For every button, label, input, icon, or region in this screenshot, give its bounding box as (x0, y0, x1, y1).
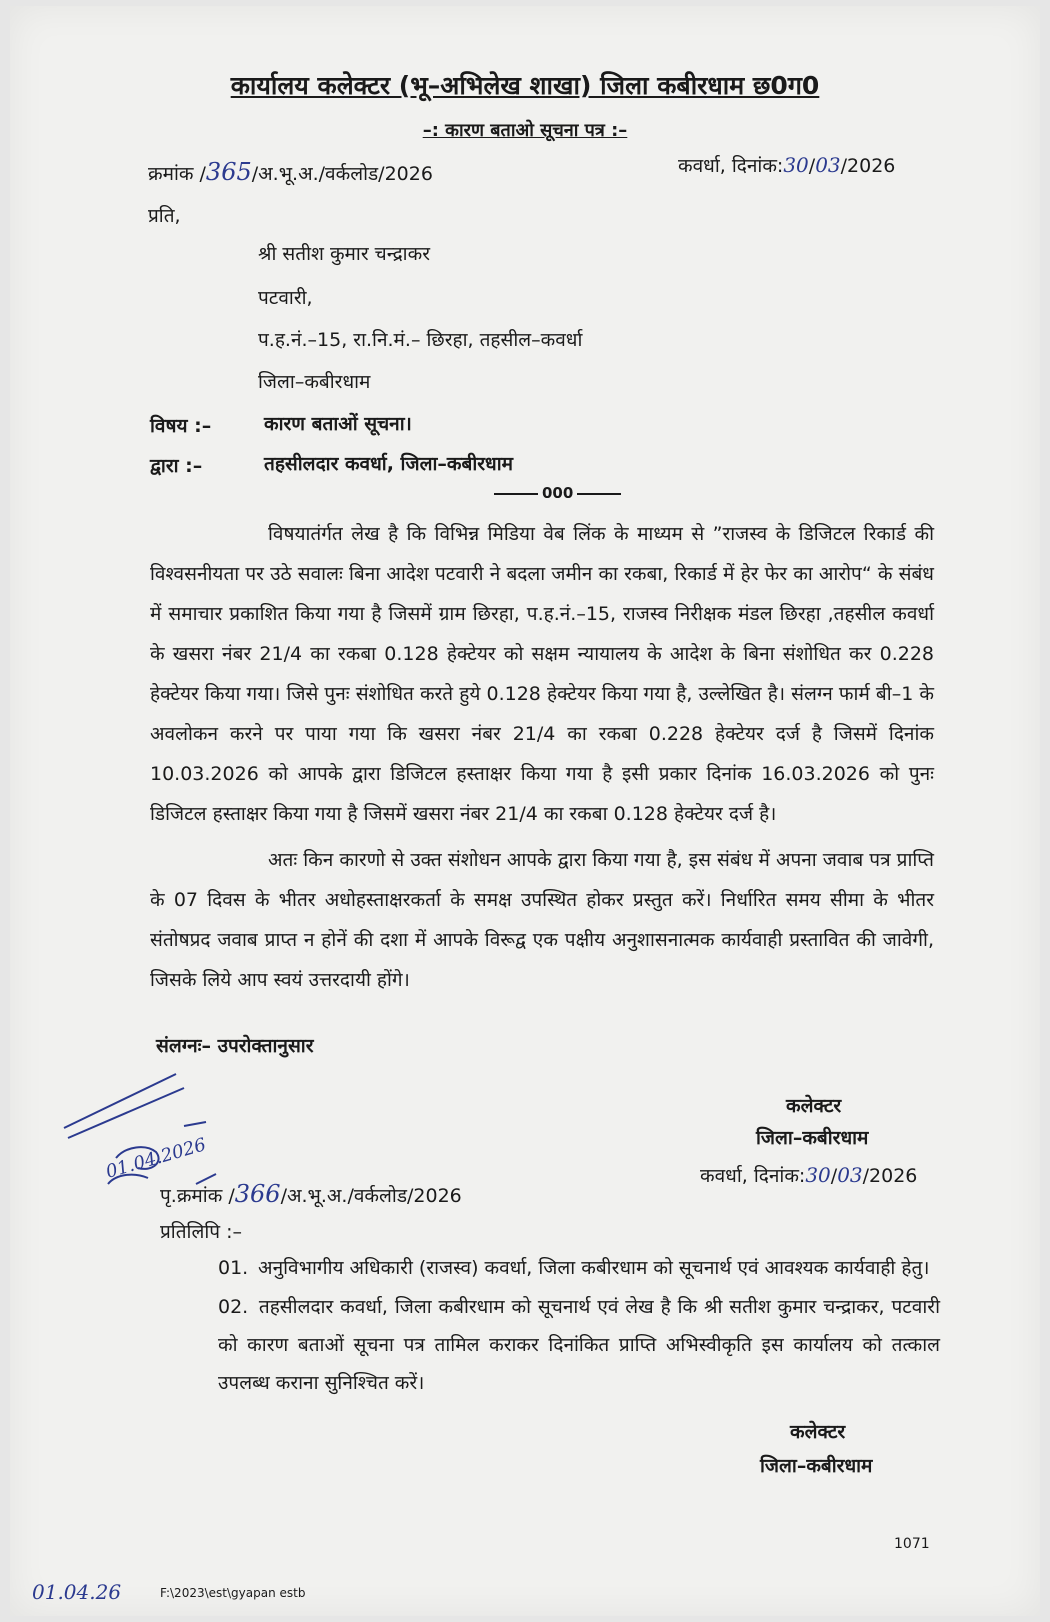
ref-suffix: /अ.भू.अ./वर्कलोड/2026 (251, 163, 433, 185)
document-page (10, 6, 1040, 1616)
addressee-designation: पटवारी, (258, 287, 313, 309)
through-text: तहसीलदार कवर्धा, जिला–कबीरधाम (264, 453, 513, 475)
copy-item-text: तहसीलदार कवर्धा, जिला कबीरधाम को सूचनार्थ एवं लेख है कि श्री सतीश कुमार चन्द्राकर, पटवारी को कारण बताओं सूचना पत्र तामिल कराकर दिनांकित प्राप्ति अभिस्वीकृति इस कार्यालय को तत्काल उपलब्ध कराना सुनिश्चित करें। (218, 1296, 940, 1394)
body-paragraph-1: विषयातंर्गत लेख है कि विभिन्न मिडिया वेब लिंक के माध्यम से ”राजस्व के डिजिटल रिकार्ड की विश्वसनीयता पर उठे सवालः बिना आदेश पटवारी ने बदला जमीन का रकबा, रिकार्ड में हेर फेर का आरोप“ के संबंध में समाचार प्रकाशित किया गया है जिसमें ग्राम छिरहा, प.ह.नं.–15, राजस्व निरीक्षक मंडल छिरहा ,तहसील कवर्धा के खसरा नंबर 21/4 का रकबा 0.128 हेक्टेयर को सक्षम न्यायालय के आदेश के बिना संशोधित कर 0.228 हेक्टेयर किया गया। जिसे पुनः संशोधित करते हुये 0.128 हेक्टेयर किया गया है, उल्लेखित है। संलग्न फार्म बी–1 के अवलोकन करने पर पाया गया कि खसरा नंबर 21/4 का रकबा 0.228 हेक्टेयर दर्ज है जिसमें दिनांक 10.03.2026 को आपके द्वारा डिजिटल हस्ताक्षर किया गया है इसी प्रकार दिनांक 16.03.2026 को पुनः डिजिटल हस्ताक्षर किया गया है जिसमें खसरा नंबर 21/4 का रकबा 0.128 हेक्टेयर दर्ज है। (150, 523, 934, 825)
footer-file-path: F:\2023\est\gyapan estb (160, 1586, 306, 1600)
page-number: 1071 (894, 1536, 930, 1552)
endorse-number-handwritten: 366 (234, 1180, 281, 1208)
through-label: द्वारा :– (150, 455, 203, 477)
addressee-name: श्री सतीश कुमार चन्द्राकर (258, 243, 430, 265)
subject-text: कारण बताओं सूचना। (264, 413, 412, 435)
ref-date-label: कवर्धा, दिनांक (678, 155, 777, 177)
body-text (150, 514, 934, 1000)
endorse-year: /2026 (862, 1165, 918, 1187)
signature1-title: कलेक्टर (786, 1095, 842, 1117)
endorse-day-handwritten: 30 (805, 1163, 831, 1187)
endorsement-number (160, 1180, 462, 1208)
ref-date: कवर्धा, दिनांक:30/03/2026 (678, 153, 896, 177)
endorse-date-label: कवर्धा, दिनांक (700, 1165, 799, 1187)
to-label: प्रति, (148, 205, 181, 227)
ref-number-handwritten: 365 (205, 158, 252, 186)
signature2-district: जिला–कबीरधाम (760, 1455, 873, 1477)
endorse-prefix: पृ.क्रमांक / (160, 1185, 235, 1207)
section-divider: 000 (490, 484, 625, 502)
stamp-date: 01.04.2026 (103, 1134, 209, 1183)
endorse-month-handwritten: 03 (837, 1163, 863, 1187)
body-paragraph-2: अतः किन कारणो से उक्त संशोधन आपके द्वारा किया गया है, इस संबंध में अपना जवाब पत्र प्राप्ति के 07 दिवस के भीतर अधोहस्ताक्षरकर्ता के समक्ष उपस्थित होकर प्रस्तुत करें। निर्धारित समय सीमा के भीतर संतोषप्रद जवाब प्राप्त न होनें की दशा में आपके विरूद्व एक पक्षीय अनुशासनात्मक कार्यवाही प्रस्तावित की जावेगी, जिसके लिये आप स्वयं उत्तरदायी होंगे। (150, 849, 934, 991)
copy-item-1 (218, 1254, 929, 1280)
subject-label: विषय :– (150, 415, 212, 437)
copy-item-2 (218, 1288, 940, 1402)
addressee-district: जिला–कबीरधाम (258, 371, 371, 393)
office-title: कार्यालय कलेक्टर (भू–अभिलेख शाखा) जिला कबीरधाम छ0ग0 (230, 71, 820, 100)
ref-prefix: क्रमांक / (148, 163, 206, 185)
copy-label: प्रतिलिपि :– (160, 1221, 243, 1243)
endorse-suffix: /अ.भू.अ./वर्कलोड/2026 (280, 1185, 462, 1207)
copy-item-text: अनुविभागीय अधिकारी (राजस्व) कवर्धा, जिला कबीरधाम को सूचनार्थ एवं आवश्यक कार्यवाही हेतु। (258, 1257, 930, 1279)
enclosure: संलग्नः– उपरोक्तानुसार (156, 1035, 314, 1057)
footer-handwritten-date: 01.04.26 (32, 1580, 122, 1604)
ref-day-handwritten: 30 (783, 153, 809, 177)
endorsement-date: कवर्धा, दिनांक:30/03/2026 (700, 1163, 918, 1187)
copy-item-number: 01. (218, 1257, 249, 1279)
signature2-title: कलेक्टर (790, 1421, 846, 1443)
copy-item-number: 02. (218, 1296, 249, 1318)
signature1-district: जिला–कबीरधाम (756, 1127, 869, 1149)
ref-month-handwritten: 03 (815, 153, 841, 177)
reference-number (148, 158, 433, 186)
notice-title: –: कारण बताओ सूचना पत्र :– (422, 120, 628, 141)
ref-year: /2026 (840, 155, 896, 177)
addressee-posting: प.ह.नं.–15, रा.नि.मं.– छिरहा, तहसील–कवर्धा (258, 329, 583, 351)
